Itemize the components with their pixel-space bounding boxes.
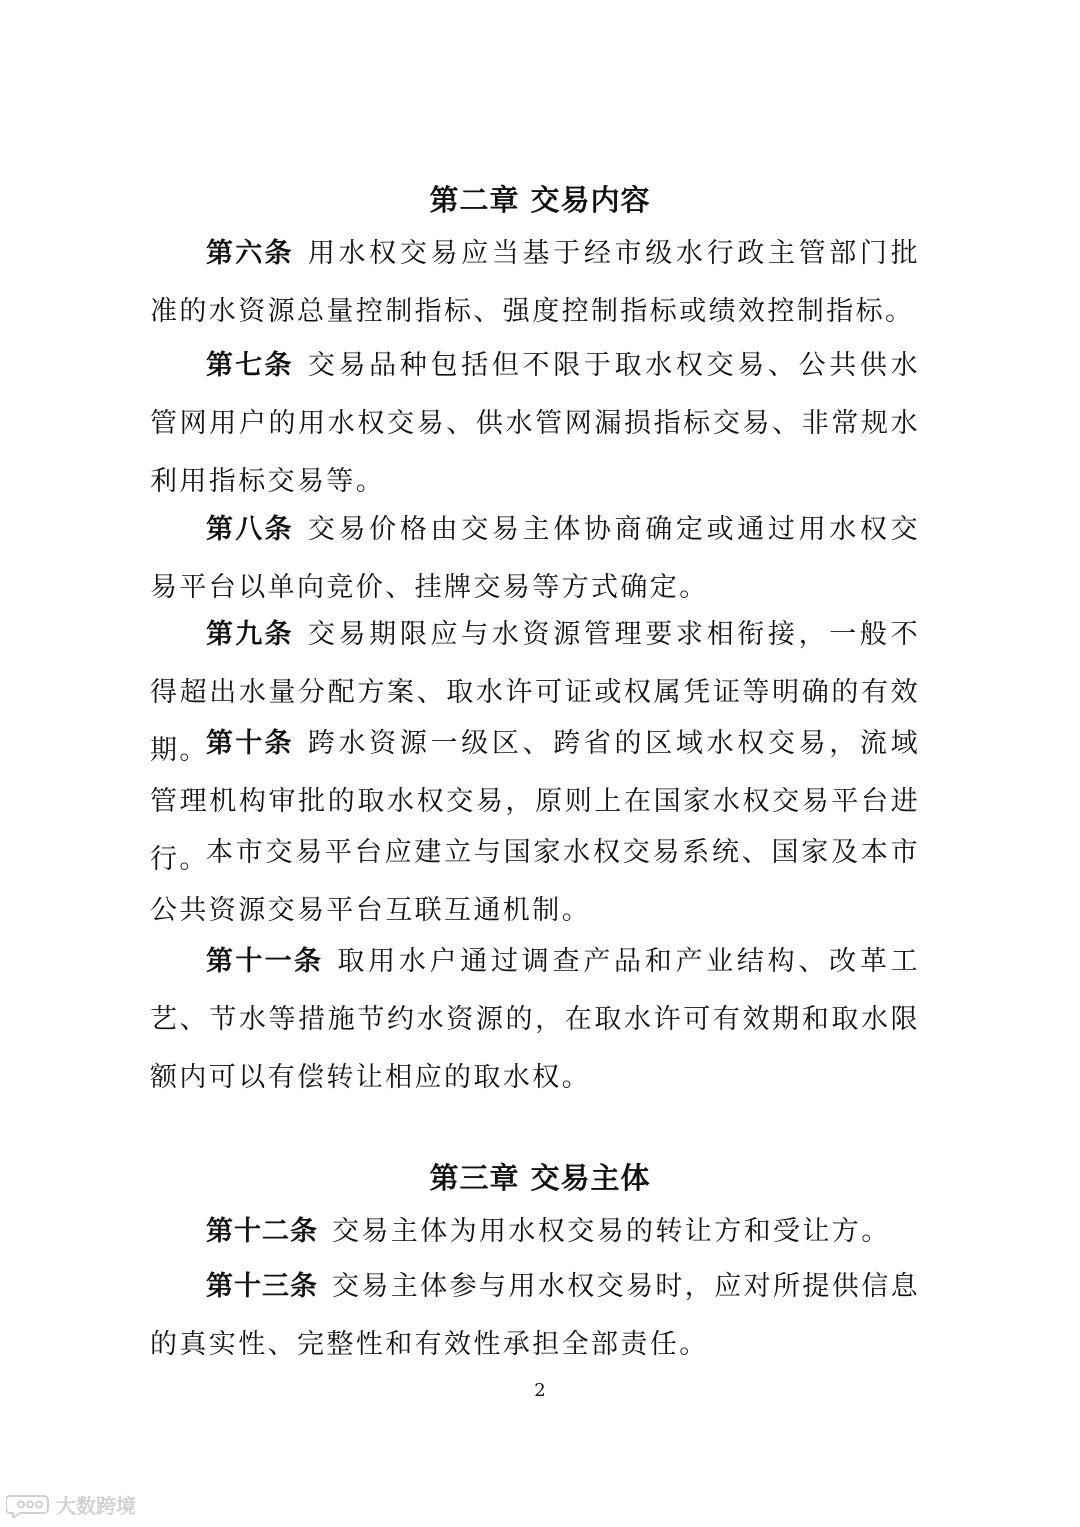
article-number: 第十三条 bbox=[206, 1271, 318, 1302]
article-number: 第九条 bbox=[206, 619, 294, 650]
article-number: 第十二条 bbox=[206, 1216, 318, 1247]
article-number: 第六条 bbox=[206, 238, 294, 269]
chapter-title: 第二章 交易内容 bbox=[429, 183, 651, 217]
body-paragraph bbox=[150, 824, 920, 940]
article-paragraph bbox=[150, 1203, 920, 1261]
article-text: 交易品种包括但不限于取水权交易、公共供水管网用户的用水权交易、供水管网漏损指标交易、非常规水利用指标交易等。 bbox=[150, 350, 921, 497]
article-paragraph bbox=[150, 1258, 920, 1374]
article-text: 交易主体参与用水权交易时，应对所提供信息的真实性、完整性和有效性承担全部责任。 bbox=[150, 1271, 920, 1360]
article-text: 用水权交易应当基于经市级水行政主管部门批准的水资源总量控制指标、强度控制指标或绩效控制指标。 bbox=[150, 238, 921, 327]
paragraph-text: 本市交易平台应建立与国家水权交易系统、国家及本市公共资源交易平台互联互通机制。 bbox=[150, 837, 920, 926]
article-paragraph bbox=[150, 501, 920, 617]
watermark-text: 大数跨境 bbox=[56, 1494, 136, 1518]
article-paragraph bbox=[150, 933, 920, 1107]
article-number: 第八条 bbox=[206, 514, 294, 545]
chapter-title: 第三章 交易主体 bbox=[429, 1161, 651, 1195]
watermark bbox=[6, 1490, 136, 1519]
chat-bubble-icon bbox=[6, 1492, 52, 1518]
article-number: 第十一条 bbox=[206, 946, 324, 977]
article-number: 第七条 bbox=[206, 350, 294, 381]
article-paragraph bbox=[150, 337, 920, 511]
article-text: 取用水户通过调查产品和产业结构、改革工艺、节水等措施节约水资源的，在取水许可有效期和取水限额内可以有偿转让相应的取水权。 bbox=[150, 946, 920, 1093]
article-paragraph bbox=[150, 225, 920, 341]
article-text: 跨水资源一级区、跨省的区域水权交易，流域管理机构审批的取水权交易，原则上在国家水权交易平台进行。 bbox=[150, 728, 921, 875]
article-text: 交易价格由交易主体协商确定或通过用水权交易平台以单向竞价、挂牌交易等方式确定。 bbox=[150, 514, 921, 603]
article-text: 交易主体为用水权交易的转让方和受让方。 bbox=[332, 1216, 891, 1247]
page-number: 2 bbox=[534, 1380, 546, 1401]
article-number: 第十条 bbox=[206, 728, 294, 759]
article-text: 交易期限应与水资源管理要求相衔接，一般不得超出水量分配方案、取水许可证或权属凭证等明确的有效期。 bbox=[150, 619, 921, 766]
